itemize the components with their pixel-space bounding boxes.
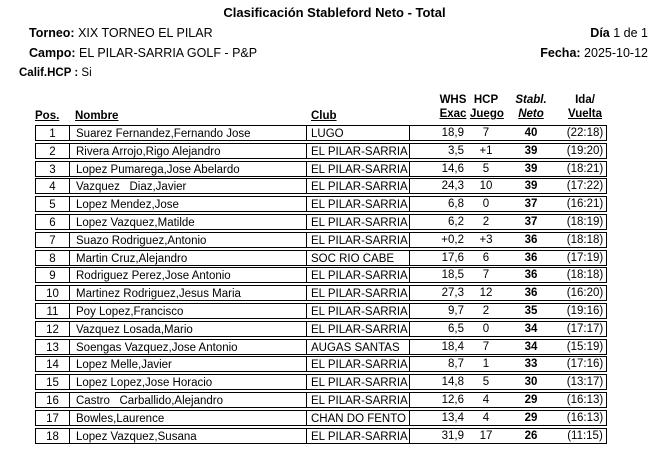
table-row — [0, 285, 669, 303]
cell-stableford: 39 — [524, 162, 538, 175]
cell-ida-vuelta: (17:17) — [566, 322, 604, 335]
cell-name: Rivera Arrojo,Rigo Alejandro — [69, 143, 307, 159]
cell-whs: 12,6 — [441, 393, 464, 406]
column-header-whs-line2: Exac — [439, 108, 467, 120]
cell-hcp: 0 — [482, 322, 490, 335]
cell-pos: 2 — [35, 143, 69, 159]
cell-hcp: 10 — [479, 180, 493, 193]
table-row — [0, 267, 669, 285]
cell-ida-vuelta: (19:20) — [566, 144, 604, 157]
cell-club: EL PILAR-SARRIA — [307, 267, 410, 283]
cell-ida-vuelta: (16:13) — [566, 393, 604, 406]
cell-club: EL PILAR-SARRIA — [307, 392, 410, 408]
cell-name: Martinez Rodriguez,Jesus Maria — [69, 285, 307, 301]
cell-hcp: 7 — [482, 340, 490, 353]
cell-club: EL PILAR-SARRIA — [307, 303, 410, 319]
cell-stableford: 36 — [524, 269, 538, 282]
cell-ida-vuelta: (16:20) — [566, 287, 604, 300]
cell-pos: 6 — [35, 214, 69, 230]
cell-pos: 10 — [35, 285, 69, 301]
column-header-stableford-line2: Neto — [518, 108, 544, 120]
cell-ida-vuelta: (17:19) — [566, 251, 604, 264]
cell-name: Soengas Vazquez,Jose Antonio — [69, 339, 307, 355]
table-row — [0, 428, 669, 446]
cell-club: EL PILAR-SARRIA — [307, 232, 410, 248]
cell-name: Lopez Lopez,Jose Horacio — [69, 374, 307, 390]
cell-whs: 14,6 — [441, 162, 464, 175]
cell-hcp: +3 — [479, 233, 493, 246]
cell-pos: 11 — [35, 303, 69, 319]
cell-ida-vuelta: (17:16) — [566, 358, 604, 371]
column-header-club: Club — [311, 110, 337, 122]
cell-hcp: 5 — [482, 376, 490, 389]
cell-whs: 9,7 — [448, 304, 464, 317]
cell-hcp: 12 — [479, 287, 493, 300]
fecha-value: 2025-10-12 — [584, 46, 648, 60]
campo-label: Campo: — [29, 46, 76, 60]
cell-whs: 6,8 — [448, 198, 464, 211]
cell-club: SOC RIO CABE — [307, 250, 410, 266]
cell-club: EL PILAR-SARRIA — [307, 356, 410, 372]
column-header-whs — [435, 93, 471, 121]
cell-stableford: 29 — [524, 393, 538, 406]
cell-stableford: 26 — [524, 429, 538, 442]
dia-label: Día — [590, 26, 610, 40]
table-row — [0, 321, 669, 339]
cell-name: Rodriguez Perez,Jose Antonio — [69, 267, 307, 283]
cell-whs: 6,5 — [448, 322, 464, 335]
cell-pos: 18 — [35, 428, 69, 444]
torneo-value: XIX TORNEO EL PILAR — [78, 26, 213, 40]
column-header-ida-vuelta — [563, 93, 607, 121]
column-header-hcp-line2: Juego — [470, 108, 504, 120]
cell-stableford: 37 — [524, 215, 538, 228]
cell-name: Suarez Fernandez,Fernando Jose — [69, 125, 307, 141]
cell-club: EL PILAR-SARRIA — [307, 161, 410, 177]
calif-label: Calif.HCP : — [19, 67, 79, 79]
cell-hcp: 6 — [482, 251, 490, 264]
campo-value: EL PILAR-SARRIA GOLF - P&P — [79, 46, 258, 60]
column-header-nombre: Nombre — [75, 110, 119, 122]
column-header-stableford — [511, 93, 551, 121]
cell-whs: 18,5 — [441, 269, 464, 282]
cell-name: Poy Lopez,Francisco — [69, 303, 307, 319]
table-row — [0, 339, 669, 357]
cell-ida-vuelta: (17:22) — [566, 180, 604, 193]
cell-whs: 13,4 — [441, 411, 464, 424]
cell-club: EL PILAR-SARRIA — [307, 214, 410, 230]
cell-ida-vuelta: (18:18) — [566, 269, 604, 282]
table-row — [0, 232, 669, 250]
fecha-label: Fecha: — [540, 46, 581, 60]
cell-stableford: 36 — [524, 287, 538, 300]
cell-hcp: 17 — [479, 429, 493, 442]
table-row — [0, 303, 669, 321]
cell-pos: 14 — [35, 356, 69, 372]
cell-club: EL PILAR-SARRIA — [307, 321, 410, 337]
table-row — [0, 356, 669, 374]
cell-whs: 6,2 — [448, 215, 464, 228]
cell-whs: 18,9 — [441, 127, 464, 139]
cell-hcp: 2 — [482, 304, 490, 317]
cell-hcp: 5 — [482, 162, 490, 175]
table-row — [0, 392, 669, 410]
column-header-pos: Pos. — [35, 110, 60, 122]
cell-ida-vuelta: (22:18) — [566, 127, 604, 139]
table-row — [0, 125, 669, 143]
cell-whs: 14,8 — [441, 376, 464, 389]
cell-whs: 27,3 — [441, 287, 464, 300]
cell-stableford: 40 — [524, 127, 538, 139]
cell-whs: 31,9 — [441, 429, 464, 442]
cell-pos: 1 — [35, 125, 69, 141]
cell-ida-vuelta: (13:17) — [566, 376, 604, 389]
table-row — [0, 410, 669, 428]
cell-club: EL PILAR-SARRIA — [307, 428, 410, 444]
table-row — [0, 214, 669, 232]
cell-name: Vazquez Losada,Mario — [69, 321, 307, 337]
cell-ida-vuelta: (19:16) — [566, 304, 604, 317]
cell-name: Lopez Pumarega,Jose Abelardo — [69, 161, 307, 177]
cell-hcp: 2 — [482, 215, 490, 228]
results-table — [0, 125, 669, 445]
cell-name: Lopez Mendez,Jose — [69, 196, 307, 212]
cell-pos: 16 — [35, 392, 69, 408]
cell-ida-vuelta: (11:15) — [567, 429, 603, 442]
cell-pos: 8 — [35, 250, 69, 266]
calif-value: Si — [81, 67, 92, 79]
cell-club: EL PILAR-SARRIA — [307, 374, 410, 390]
cell-stableford: 34 — [524, 322, 538, 335]
dia-value: 1 de 1 — [613, 26, 648, 40]
cell-name: Vazquez Diaz,Javier — [69, 178, 307, 194]
cell-pos: 17 — [35, 410, 69, 426]
cell-stableford: 39 — [524, 180, 538, 193]
table-row — [0, 196, 669, 214]
campo-line — [29, 46, 257, 60]
column-header-stableford-line1: Stabl. — [515, 94, 547, 106]
column-header-ida-line2: Vuelta — [567, 108, 603, 120]
cell-hcp: 4 — [482, 393, 490, 406]
table-row — [0, 250, 669, 268]
fecha-line — [540, 46, 648, 60]
cell-club: EL PILAR-SARRIA — [307, 196, 410, 212]
cell-stableford: 39 — [524, 144, 538, 157]
cell-name: Castro Carballido,Alejandro — [69, 392, 307, 408]
cell-whs: 3,5 — [448, 144, 464, 157]
cell-whs: +0,2 — [441, 233, 464, 246]
cell-whs: 17,6 — [441, 251, 464, 264]
cell-stableford: 34 — [524, 340, 538, 353]
cell-hcp: 7 — [482, 269, 490, 282]
cell-stableford: 36 — [524, 233, 538, 246]
cell-ida-vuelta: (15:19) — [566, 340, 604, 353]
cell-pos: 12 — [35, 321, 69, 337]
cell-stableford: 37 — [524, 198, 538, 211]
cell-name: Martin Cruz,Alejandro — [69, 250, 307, 266]
table-row — [0, 374, 669, 392]
cell-pos: 5 — [35, 196, 69, 212]
cell-pos: 3 — [35, 161, 69, 177]
cell-name: Lopez Vazquez,Susana — [69, 428, 307, 444]
torneo-label: Torneo: — [29, 26, 75, 40]
torneo-line — [29, 26, 213, 40]
cell-ida-vuelta: (16:13) — [566, 411, 604, 424]
column-header-whs-line1: WHS — [439, 94, 467, 106]
cell-club: EL PILAR-SARRIA — [307, 285, 410, 301]
table-row — [0, 178, 669, 196]
cell-stableford: 35 — [524, 304, 538, 317]
cell-ida-vuelta: (16:21) — [566, 198, 604, 211]
cell-whs: 18,4 — [441, 340, 464, 353]
column-header-ida-line1: Ida/ — [575, 94, 595, 106]
cell-pos: 15 — [35, 374, 69, 390]
column-header-hcp-line1: HCP — [473, 94, 499, 106]
cell-name: Bowles,Laurence — [69, 410, 307, 426]
cell-ida-vuelta: (18:18) — [566, 233, 604, 246]
cell-club: EL PILAR-SARRIA — [307, 178, 410, 194]
cell-hcp: 4 — [482, 411, 490, 424]
cell-ida-vuelta: (18:21) — [566, 162, 604, 175]
cell-club: CHAN DO FENTO — [307, 410, 410, 426]
cell-hcp: 7 — [482, 127, 490, 139]
cell-hcp: +1 — [479, 144, 493, 157]
cell-stableford: 30 — [524, 376, 538, 389]
table-row — [0, 143, 669, 161]
cell-name: Lopez Melle,Javier — [69, 356, 307, 372]
cell-hcp: 1 — [482, 358, 490, 371]
cell-pos: 13 — [35, 339, 69, 355]
cell-club: LUGO — [307, 125, 410, 141]
cell-whs: 24,3 — [441, 180, 464, 193]
cell-whs: 8,7 — [448, 358, 464, 371]
cell-stableford: 29 — [524, 411, 538, 424]
cell-ida-vuelta: (18:19) — [566, 215, 604, 228]
report-title: Clasificación Stableford Neto - Total — [223, 5, 446, 20]
cell-club: AUGAS SANTAS — [307, 339, 410, 355]
dia-line — [590, 26, 648, 40]
table-row — [0, 161, 669, 179]
cell-club: EL PILAR-SARRIA — [307, 143, 410, 159]
cell-name: Lopez Vazquez,Matilde — [69, 214, 307, 230]
cell-hcp: 0 — [482, 198, 490, 211]
calif-line — [19, 67, 92, 79]
cell-stableford: 33 — [524, 358, 538, 371]
cell-pos: 7 — [35, 232, 69, 248]
cell-name: Suazo Rodriguez,Antonio — [69, 232, 307, 248]
cell-pos: 9 — [35, 267, 69, 283]
column-header-hcp — [470, 93, 502, 121]
cell-pos: 4 — [35, 178, 69, 194]
cell-stableford: 36 — [524, 251, 538, 264]
